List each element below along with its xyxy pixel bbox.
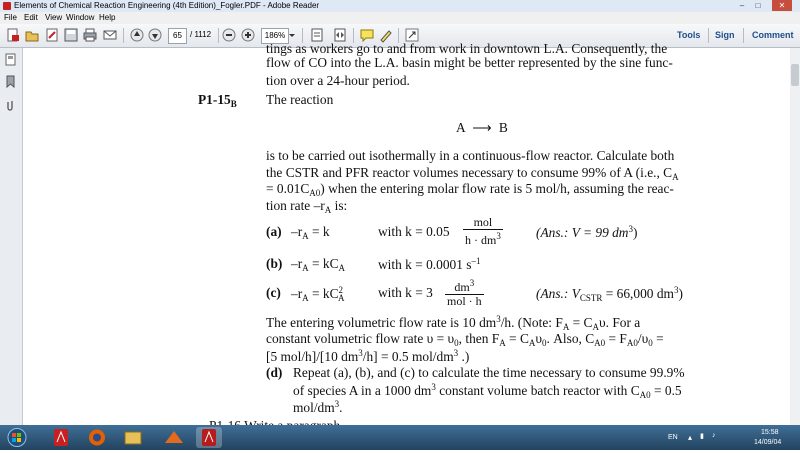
tray-expand-icon[interactable]: ▴: [688, 433, 693, 442]
open-file-icon[interactable]: [25, 28, 39, 42]
text-line: constant volumetric flow rate $\upsilon = \upsilon_0$, then $F_A = C_A\upsilon_0$. Also, $C_{A0} = F_{A0}/\upsilon_0$ =: [266, 331, 664, 348]
text-line: is to be carried out isothermally in a continuous-flow reactor. Calculate both: [266, 148, 675, 163]
window-title: Elements of Chemical Reaction Engineering (4th Edition)_Fogler.PDF - Adobe Reader: [14, 1, 320, 10]
rate-constant-b: with k = 0.0001 $s^{-1}$: [378, 256, 481, 272]
text-line: Repeat (a), (b), and (c) to calculate the time necessary to consume 99.9%: [293, 365, 685, 380]
rate-constant-c: with k = 3: [378, 285, 433, 300]
menu-file[interactable]: File: [4, 13, 17, 22]
start-button[interactable]: [4, 427, 30, 448]
text-line: [5 mol/h]/[10 $dm^3/h] = 0.5$ mol/$dm^3$ .): [266, 348, 470, 364]
rate-constant-c-units: $\frac{dm^3}{\text{mol · h}}$: [447, 278, 482, 308]
text-line: tings as workers go to and from work in downtown L.A. Consequently, the: [266, 41, 668, 56]
menu-window[interactable]: Window: [66, 13, 95, 22]
volume-icon[interactable]: ♪: [712, 432, 716, 439]
firefox-icon[interactable]: [84, 427, 110, 448]
highlight-icon[interactable]: [379, 28, 393, 42]
expand-icon[interactable]: [405, 28, 419, 42]
document-page: [23, 41, 790, 425]
text-line: flow of CO into the L.A. basin might be better represented by the sine func-: [266, 55, 673, 70]
print-icon[interactable]: [83, 28, 97, 42]
rate-law-a: $-r_A = k$: [291, 224, 330, 241]
save-icon[interactable]: [64, 28, 78, 42]
part-d-label: (d): [266, 365, 283, 380]
toolbar-separator: [743, 28, 744, 43]
attachments-icon[interactable]: [5, 99, 16, 112]
bookmarks-icon[interactable]: [5, 75, 16, 88]
toolbar-separator: [218, 28, 219, 43]
title-bar: [0, 0, 800, 12]
text-line: of species A in a 1000 $dm^3$ constant volume batch reactor with $C_{A0} = 0.5$: [293, 382, 682, 400]
edit-pdf-icon[interactable]: [45, 28, 59, 42]
answer-a: (Ans.: V = 99 $dm^3$): [536, 224, 638, 240]
scrollbar-thumb[interactable]: [791, 64, 799, 86]
menu-help[interactable]: Help: [99, 13, 116, 22]
comment-button[interactable]: Comment: [752, 30, 794, 40]
navigation-pane: [0, 48, 23, 425]
menu-view[interactable]: View: [45, 13, 63, 22]
toolbar-separator: [123, 28, 124, 43]
part-c-label: (c): [266, 285, 281, 300]
matlab-icon[interactable]: [161, 427, 187, 448]
zoom-in-icon[interactable]: [241, 28, 255, 42]
clock-time[interactable]: 15:58: [761, 429, 779, 436]
rate-law-b: $-r_A = kC_A$: [291, 256, 346, 273]
taskbar: [0, 425, 800, 450]
language-indicator[interactable]: EN: [668, 434, 678, 441]
page-number-input[interactable]: 65: [168, 28, 187, 44]
file-explorer-icon[interactable]: [120, 427, 146, 448]
network-icon[interactable]: ▮: [700, 433, 704, 440]
toolbar-separator: [708, 28, 709, 43]
text-line: tion rate $-r_A$ is:: [266, 198, 348, 215]
text-line: = $0.01C_{A0}$) when the entering molar flow rate is 5 mol/h, assuming the reac-: [266, 181, 674, 198]
page-total: / 1112: [190, 30, 212, 39]
fit-width-icon[interactable]: [333, 28, 347, 42]
text-line: mol/$dm^3$.: [293, 399, 343, 415]
next-page-icon[interactable]: [148, 28, 162, 42]
zoom-level-select[interactable]: 186%: [261, 28, 289, 44]
adobe-acrobat-icon[interactable]: [48, 427, 74, 448]
text-line: The entering volumetric flow rate is 10 $dm^3/h$. (Note: $F_A = C_A\upsilon$. For a: [266, 314, 641, 332]
reaction-equation: A ⟶ B: [456, 120, 508, 135]
clock-date[interactable]: 14/09/04: [754, 439, 782, 446]
close-button[interactable]: ✕: [772, 0, 792, 11]
text-line: the CSTR and PFR reactor volumes necessary to consume 99% of A (i.e., $C_A$: [266, 165, 679, 182]
tools-button[interactable]: Tools: [677, 30, 701, 40]
part-b-label: (b): [266, 256, 283, 271]
fit-page-icon[interactable]: [310, 28, 324, 42]
previous-page-icon[interactable]: [130, 28, 144, 42]
adobe-reader-task-icon[interactable]: [196, 427, 222, 448]
sign-button[interactable]: Sign: [715, 30, 735, 40]
email-icon[interactable]: [103, 28, 117, 42]
rate-constant-a-units: $\frac{\text{mol}}{h \cdot dm^3}$: [465, 215, 501, 247]
part-a-label: (a): [266, 224, 282, 239]
page-thumbnails-icon[interactable]: [5, 53, 16, 66]
maximize-button[interactable]: □: [755, 1, 761, 10]
adobe-reader-icon: [3, 2, 11, 10]
rate-law-c: $-r_A = kC^2_A$: [291, 285, 345, 303]
menu-bar: [0, 12, 800, 24]
comment-note-icon[interactable]: [360, 28, 374, 42]
problem-number: $P1-15_B$: [198, 92, 237, 109]
text-line: tion over a 24-hour period.: [266, 73, 410, 88]
zoom-out-icon[interactable]: [222, 28, 236, 42]
create-pdf-icon[interactable]: [6, 28, 20, 42]
answer-c: (Ans.: $V_{CSTR} = 66,000$ $dm^3$): [536, 285, 683, 303]
vertical-scrollbar[interactable]: [790, 48, 800, 425]
chevron-down-icon[interactable]: [288, 28, 296, 42]
minimize-button[interactable]: –: [739, 1, 745, 10]
menu-edit[interactable]: Edit: [24, 13, 38, 22]
rate-constant-a: with k = 0.05: [378, 224, 450, 239]
problem-intro: The reaction: [266, 92, 334, 107]
